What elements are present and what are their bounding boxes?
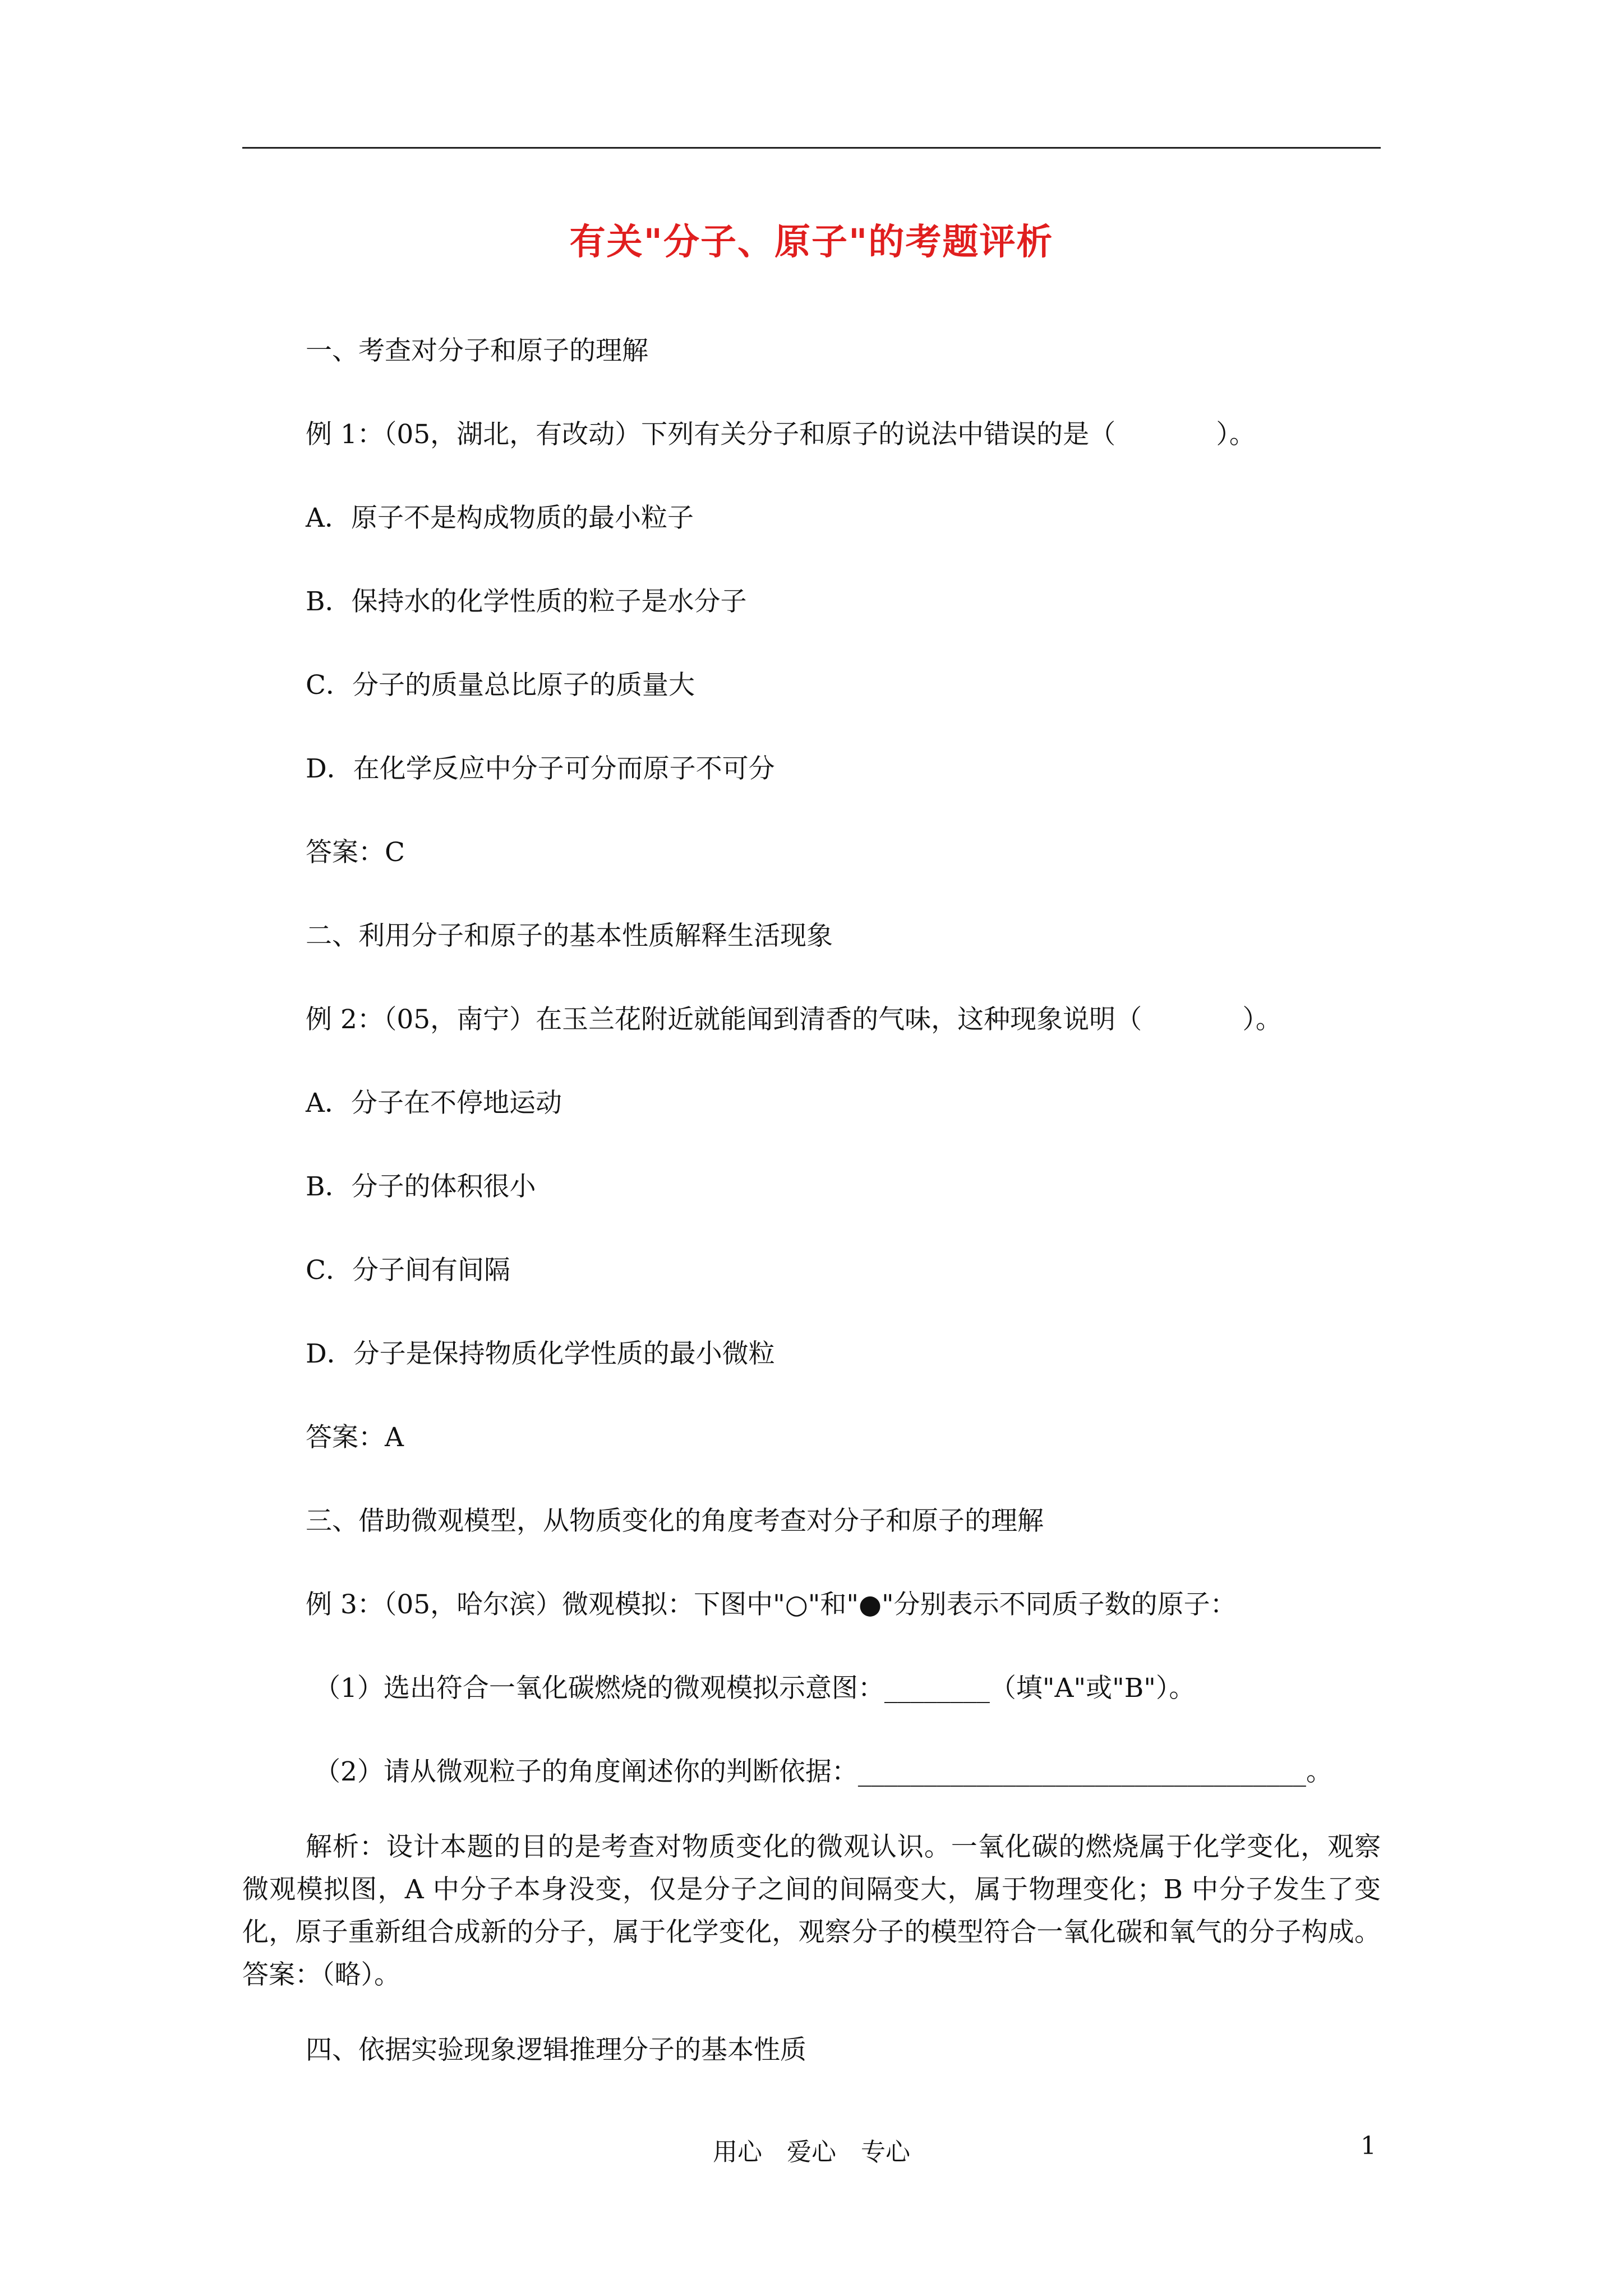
footer-motto: 用心 爱心 专心 [713, 2138, 910, 2166]
example-2-option-b: B．分子的体积很小 [306, 1171, 536, 1202]
example-1-option-d: D．在化学反应中分子可分而原子不可分 [306, 753, 775, 784]
example-2-answer: 答案：A [306, 1422, 404, 1453]
example-3-part-1: （1）选出符合一氧化碳燃烧的微观模拟示意图：________（填"A"或"B"）。 [314, 1673, 1196, 1704]
example-2-option-c: C．分子间有间隔 [306, 1255, 510, 1286]
analysis-paragraph: 解析：设计本题的目的是考查对物质变化的微观认识。一氧化碳的燃烧属于化学变化，观察微观模拟图，A 中分子本身没变，仅是分子之间的间隔变大，属于物理变化；B 中分子发生了变化，原子重新组合成新的分子，属于化学变化，观察分子的模型符合一氧化碳和氧气的分子构成。答案：（略）。 [242, 1832, 1381, 1990]
section-3-heading: 三、借助微观模型，从物质变化的角度考查对分子和原子的理解 [306, 1506, 1044, 1536]
page-number: 1 [1361, 2132, 1376, 2160]
example-1-option-a: A．原子不是构成物质的最小粒子 [306, 503, 694, 533]
example-2-question: 例 2：（05，南宁）在玉兰花附近就能闻到清香的气味，这种现象说明（ ）。 [306, 1004, 1282, 1035]
example-1-option-b: B．保持水的化学性质的粒子是水分子 [306, 586, 747, 617]
document-title: 有关"分子、原子"的考题评析 [569, 221, 1054, 263]
section-1-heading: 一、考查对分子和原子的理解 [306, 335, 648, 366]
example-3-part-2: （2）请从微观粒子的角度阐述你的判断依据：__________________________________。 [314, 1756, 1332, 1787]
section-2-heading: 二、利用分子和原子的基本性质解释生活现象 [306, 921, 833, 951]
example-2-option-a: A．分子在不停地运动 [306, 1088, 562, 1119]
example-1-question: 例 1：（05，湖北，有改动）下列有关分子和原子的说法中错误的是（ ）。 [306, 419, 1256, 450]
section-4-heading: 四、依据实验现象逻辑推理分子的基本性质 [306, 2035, 806, 2065]
header-rule [242, 147, 1381, 149]
example-3-question: 例 3：（05，哈尔滨）微观模拟：下图中"○"和"●"分别表示不同质子数的原子： [306, 1589, 1237, 1620]
example-1-answer: 答案：C [306, 837, 405, 868]
example-1-option-c: C．分子的质量总比原子的质量大 [306, 670, 695, 701]
example-2-option-d: D．分子是保持物质化学性质的最小微粒 [306, 1338, 775, 1369]
